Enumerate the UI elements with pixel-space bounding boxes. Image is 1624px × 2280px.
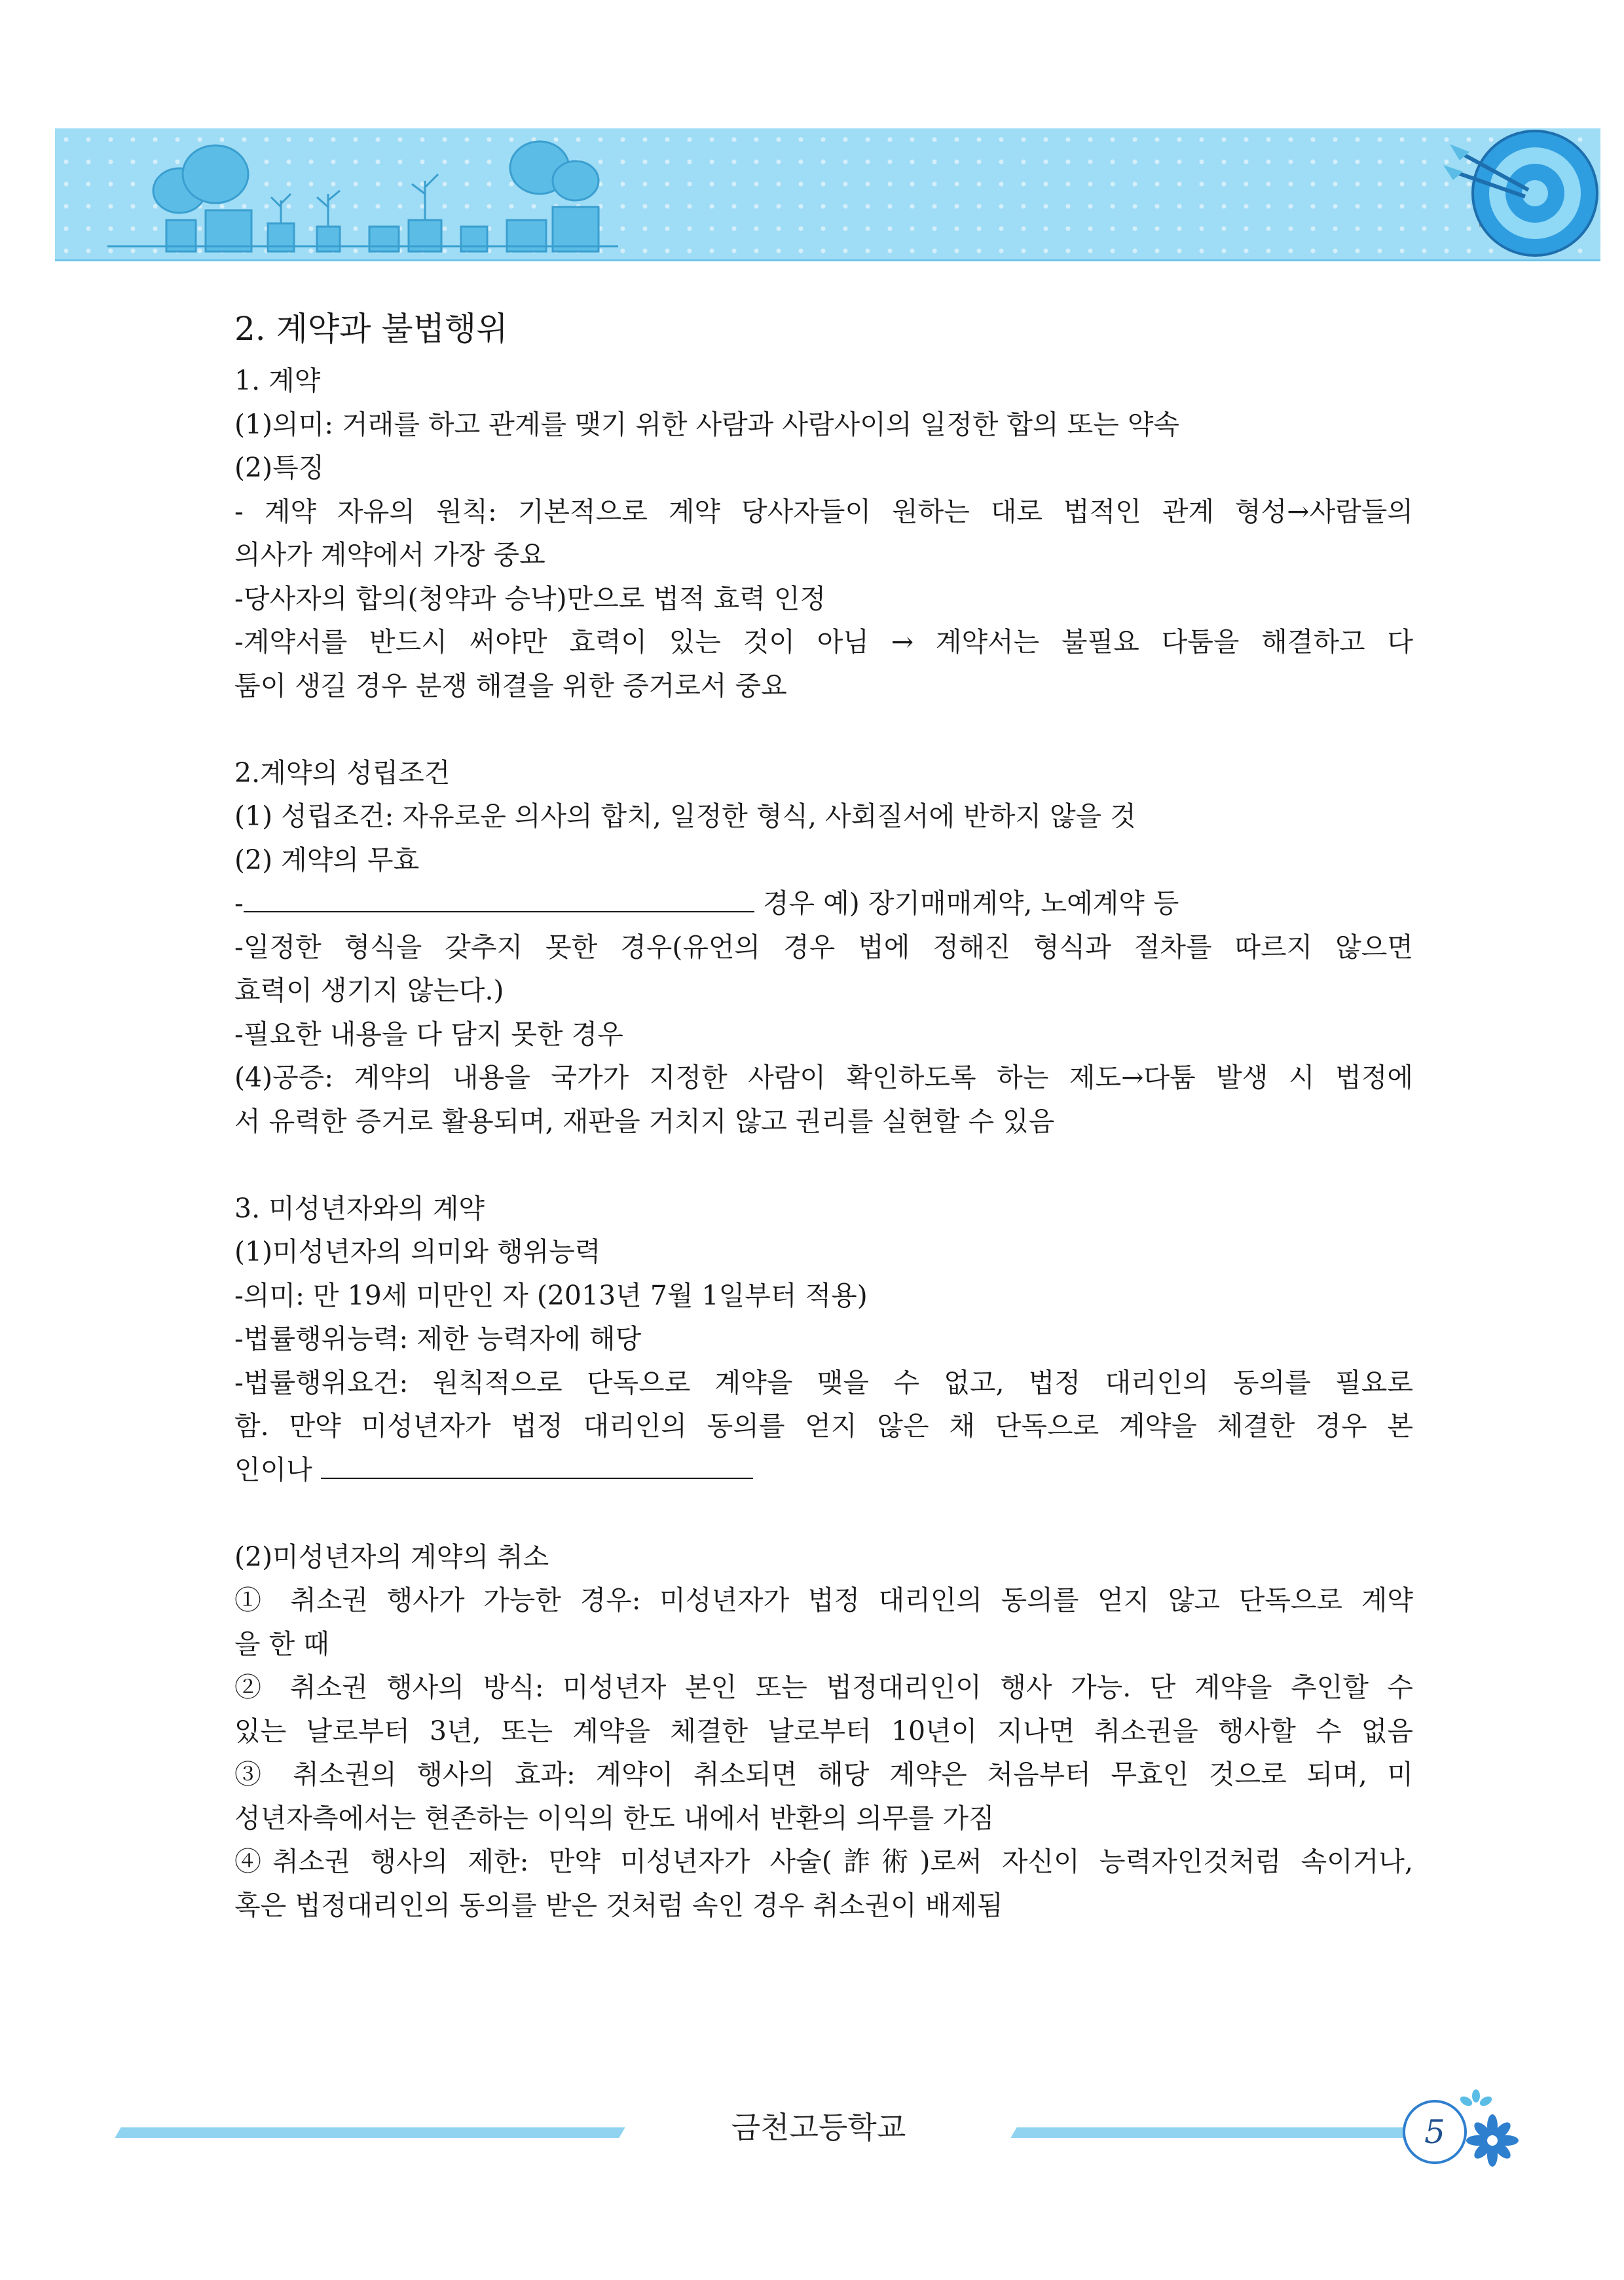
text-line: ③ 취소권의 행사의 효과: 계약이 취소되면 해당 계약은 처음부터 무효인 것으로 되며, 미 (234, 1759, 1413, 1790)
text-line: -필요한 내용을 다 담지 못한 경우 (234, 1018, 623, 1050)
text-line: -법률행위능력: 제한 능력자에 해당 (234, 1323, 642, 1355)
text-line: (1)의미: 거래를 하고 관계를 맺기 위한 사람과 사람사이의 일정한 합의 또는 약속 (234, 408, 1180, 440)
text-line: (1)미성년자의 의미와 행위능력 (234, 1236, 601, 1267)
blank-line (234, 707, 1413, 751)
text-line: (2) 계약의 무효 (234, 844, 420, 876)
text-line: (4)공증: 계약의 내용을 국가가 지정한 사람이 확인하도록 하는 제도→다툼 발생 시 법정에 (234, 1062, 1413, 1093)
text-line: 혹은 법정대리인의 동의를 받은 것처럼 속인 경우 취소권이 배제됨 (234, 1889, 1003, 1921)
dartboard-target-icon (1443, 124, 1600, 265)
page-number-text: 5 (1424, 2113, 1445, 2151)
text-line: -계약서를 반드시 써야만 효력이 있는 것이 아님 → 계약서는 불필요 다툼을 해결하고 다 (234, 626, 1413, 658)
fill-in-blank[interactable] (321, 1449, 753, 1479)
text-line: 함. 만약 미성년자가 법정 대리인의 동의를 얻지 않은 채 단독으로 계약을 체결한 경우 본 (234, 1410, 1413, 1442)
text-line: ② 취소권 행사의 방식: 미성년자 본인 또는 법정대리인이 행사 가능. 단 계약을 추인할 수 (234, 1672, 1413, 1703)
header-banner (55, 128, 1600, 261)
line-suffix: 경우 예) 장기매매계약, 노예계약 등 (754, 888, 1179, 919)
text-line: 효력이 생기지 않는다.) (234, 975, 504, 1006)
text-line: -의미: 만 19세 미만인 자 (2013년 7월 1일부터 적용) (234, 1279, 868, 1311)
text-line: 서 유력한 증거로 활용되며, 재판을 거치지 않고 권리를 실현할 수 있음 (234, 1105, 1055, 1137)
text-line: 3. 미성년자와의 계약 (234, 1192, 485, 1224)
text-line: ① 취소권 행사가 가능한 경우: 미성년자가 법정 대리인의 동의를 얻지 않고 단독으로 계약 (234, 1584, 1413, 1616)
text-line: (2)미성년자의 계약의 취소 (234, 1541, 549, 1573)
potted-plants-illustration (94, 128, 644, 259)
line-prefix: 인이나 (234, 1453, 321, 1486)
fill-in-blank[interactable] (244, 882, 754, 912)
text-line: 성년자측에서는 현존하는 이익의 한도 내에서 반환의 의무를 가짐 (234, 1802, 995, 1834)
section-title: 2. 계약과 불법행위 (234, 310, 508, 348)
text-line: 1. 계약 (234, 365, 321, 396)
blank-line (234, 1491, 1413, 1535)
text-line: 툼이 생길 경우 분쟁 해결을 위한 증거로서 중요 (234, 669, 787, 701)
text-line: - 계약 자유의 원칙: 기본적으로 계약 당사자들이 원하는 대로 법적인 관계 형성→사람들의 (234, 495, 1413, 527)
line-prefix: - (234, 888, 244, 919)
flower-icon (1456, 2088, 1528, 2173)
blank-line (234, 1143, 1413, 1187)
footer-bar-right (1010, 2127, 1429, 2138)
footer-school-name: 금천고등학교 (731, 2110, 906, 2145)
text-line: 의사가 계약에서 가장 중요 (234, 539, 545, 570)
text-line: 2.계약의 성립조건 (234, 757, 451, 789)
text-line: -법률행위요건: 원칙적으로 단독으로 계약을 맺을 수 없고, 법정 대리인의 동의를 필요로 (234, 1366, 1413, 1398)
footer-bar-left (115, 2127, 625, 2138)
fill-in-line (234, 882, 1413, 925)
text-line: -당사자의 합의(청약과 승낙)만으로 법적 효력 인정 (234, 582, 826, 614)
text-line: (2)특징 (234, 452, 325, 483)
text-line: 있는 날로부터 3년, 또는 계약을 체결한 날로부터 10년이 지나면 취소권을 행사할 수 없음 (234, 1715, 1413, 1747)
text-line: (1) 성립조건: 자유로운 의사의 합치, 일정한 형식, 사회질서에 반하지 않을 것 (234, 800, 1136, 832)
text-line: ④취소권 행사의 제한: 만약 미성년자가 사술(詐術)로써 자신이 능력자인것처럼 속이거나, (234, 1846, 1413, 1877)
text-line: 을 한 때 (234, 1628, 329, 1660)
document-body (234, 303, 1413, 1927)
text-line: -일정한 형식을 갖추지 못한 경우(유언의 경우 법에 정해진 형식과 절차를 따르지 않으면 (234, 931, 1413, 963)
fill-in-line (234, 1448, 1413, 1492)
